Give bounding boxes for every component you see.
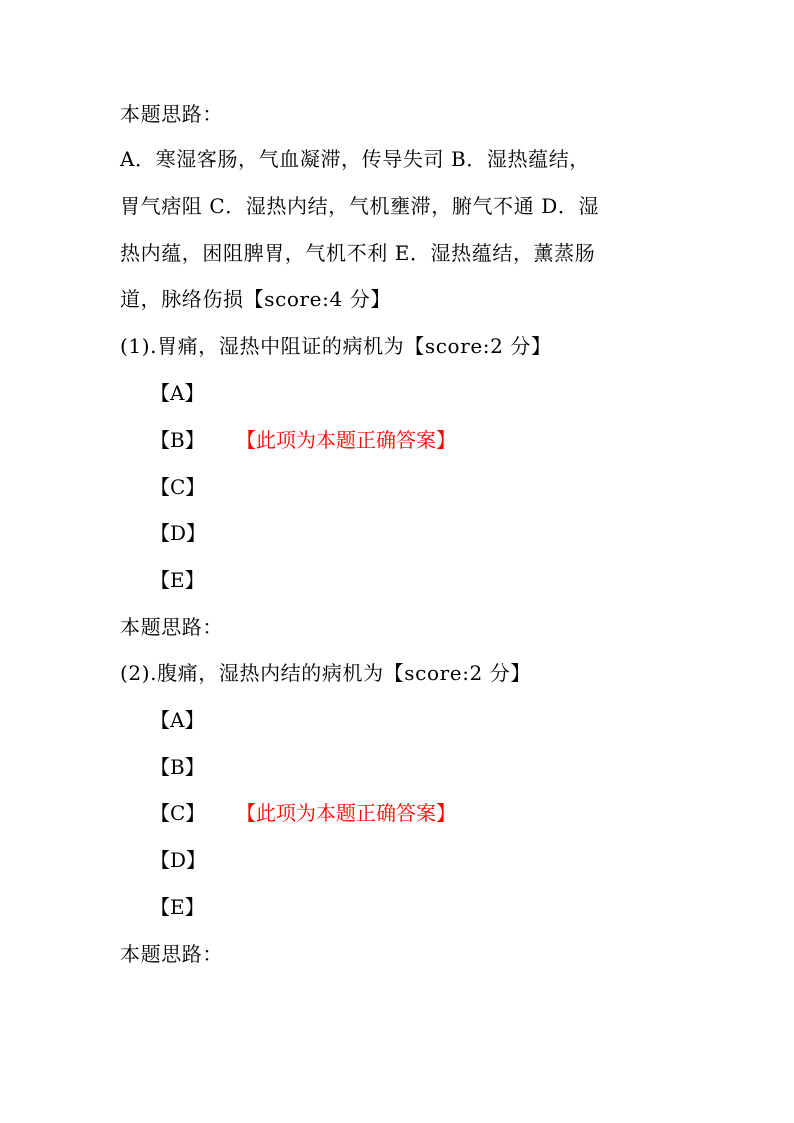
q1-option-a: 【A】	[150, 381, 205, 405]
q2-correct-answer-marker: 【此项为本题正确答案】	[236, 801, 456, 825]
q1-option-e: 【E】	[150, 568, 205, 592]
question-1-title: (1).胃痛，湿热中阻证的病机为【score:2 分】	[120, 334, 552, 358]
q1-correct-answer-marker: 【此项为本题正确答案】	[236, 428, 456, 452]
q2-option-b: 【B】	[150, 755, 205, 779]
q2-option-d: 【D】	[150, 848, 207, 872]
stem-line-3: 热内蕴，困阻脾胃，气机不利 E．湿热蕴结，薰蒸肠	[120, 241, 596, 265]
q1-option-d: 【D】	[150, 521, 207, 545]
q1-thought-label: 本题思路：	[120, 615, 223, 639]
q2-option-c: 【C】	[150, 801, 206, 825]
stem-line-1: A．寒湿客肠，气血凝滞，传导失司 B．湿热蕴结，	[120, 147, 590, 171]
q2-option-e: 【E】	[150, 895, 205, 919]
q1-option-c: 【C】	[150, 475, 206, 499]
q2-thought-label: 本题思路：	[120, 942, 223, 966]
thought-label-intro: 本题思路：	[120, 102, 223, 126]
stem-line-2: 胃气痞阻 C．湿热内结，气机壅滞，腑气不通 D．湿	[120, 194, 600, 218]
q2-option-a: 【A】	[150, 708, 205, 732]
q1-option-b: 【B】	[150, 428, 205, 452]
stem-line-4: 道，脉络伤损【score:4 分】	[120, 287, 391, 311]
question-2-title: (2).腹痛，湿热内结的病机为【score:2 分】	[120, 661, 532, 685]
